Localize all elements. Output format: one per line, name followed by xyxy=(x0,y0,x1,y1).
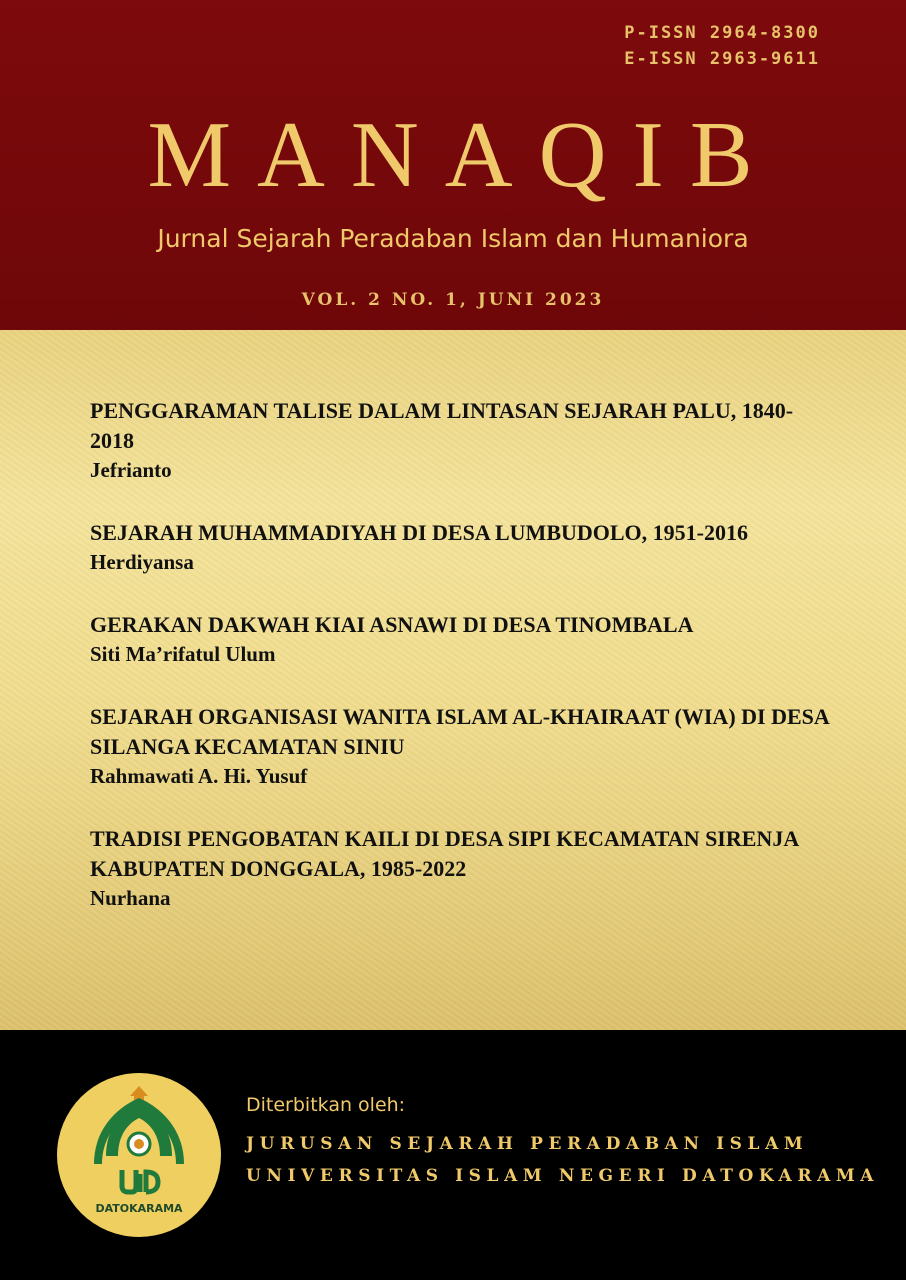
article-author: Siti Ma’rifatul Ulum xyxy=(90,642,276,666)
article-item xyxy=(90,702,830,790)
p-issn: P-ISSN 2964-8300 xyxy=(624,23,820,43)
logo-text: DATOKARAMA xyxy=(95,1202,183,1215)
journal-subtitle: Jurnal Sejarah Peradaban Islam dan Humaniora xyxy=(157,224,749,253)
table-of-contents xyxy=(0,330,906,1030)
article-author: Herdiyansa xyxy=(90,550,194,574)
article-author: Jefrianto xyxy=(90,458,172,482)
issn-block xyxy=(624,20,820,72)
article-title: GERAKAN DAKWAH KIAI ASNAWI DI DESA TINOMBALA xyxy=(90,612,694,637)
e-issn: E-ISSN 2963-9611 xyxy=(624,49,820,69)
article-author: Nurhana xyxy=(90,886,171,910)
article-author: Rahmawati A. Hi. Yusuf xyxy=(90,764,308,788)
publisher-department: JURUSAN SEJARAH PERADABAN ISLAM xyxy=(246,1134,809,1154)
article-item xyxy=(90,396,830,484)
article-list xyxy=(90,396,830,946)
cover-header xyxy=(0,0,906,330)
article-title: SEJARAH MUHAMMADIYAH DI DESA LUMBUDOLO, 1951-2016 xyxy=(90,520,748,545)
journal-title: MANAQIB xyxy=(147,103,779,207)
article-item xyxy=(90,518,830,576)
volume-info: VOL. 2 NO. 1, JUNI 2023 xyxy=(301,290,605,310)
published-by-label: Diterbitkan oleh: xyxy=(246,1094,406,1116)
cover-footer xyxy=(0,1030,906,1280)
publisher-university: UNIVERSITAS ISLAM NEGERI DATOKARAMA xyxy=(246,1166,880,1186)
article-item xyxy=(90,824,830,912)
article-title: TRADISI PENGOBATAN KAILI DI DESA SIPI KECAMATAN SIRENJA KABUPATEN DONGGALA, 1985-2022 xyxy=(90,826,798,881)
article-item xyxy=(90,610,830,668)
uin-datokarama-logo-icon xyxy=(56,1072,222,1238)
article-title: PENGGARAMAN TALISE DALAM LINTASAN SEJARAH PALU, 1840-2018 xyxy=(90,398,794,453)
article-title: SEJARAH ORGANISASI WANITA ISLAM AL-KHAIRAAT (WIA) DI DESA SILANGA KECAMATAN SINIU xyxy=(90,704,829,759)
